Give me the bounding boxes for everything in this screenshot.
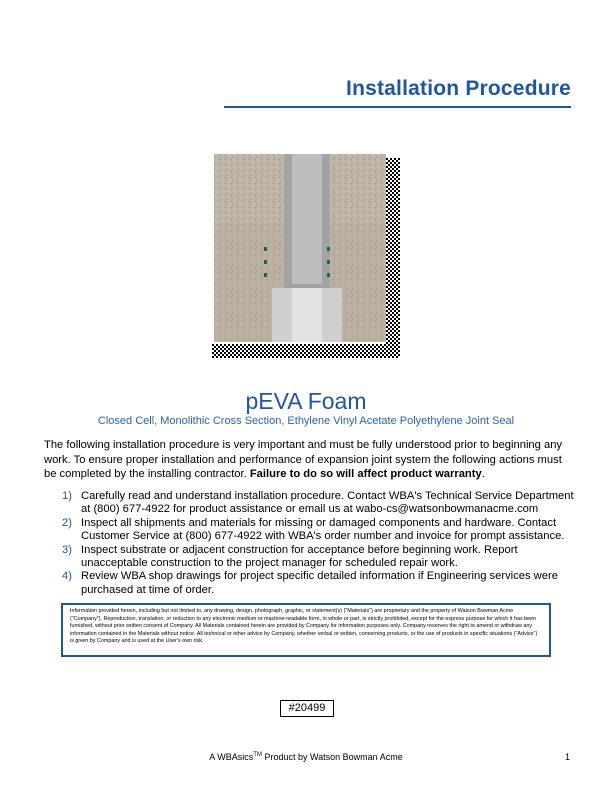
step-item — [44, 517, 584, 544]
step-number: 3) — [62, 543, 72, 556]
step-text: Inspect all shipments and materials for missing or damaged components and hardware. Contact Customer Service at (800) 677-4922 with WBA's order number and invoice for prompt assistance. — [81, 516, 565, 543]
disclaimer-box: Information provided herein, including but not limited to, any drawing, design, photograph, graphic, or statement(s) ("Materials") are proprietary and the property of Watson Bowman Acme ("Company"). Reproduction, translation, or reduction to any electronic medium or machine-readable form, in whole or part, is strictly prohibited, except for the express purpose for which it has been furnished, without prior written consent of Company. All Materials contained herein are provided by Company for information purposes only. Company reserves the right to amend or withdraw any information contained in the Materials without notice. All technical or other advice by Company, whether verbal or written, concerning products, or the use of products in specific situations ("Advice") is given by Company and is used at the User's own risk. — [61, 603, 551, 657]
intro-text: The following installation procedure is very important and must be fully understood prior to beginning any work. To ensure proper installation and performance of expansion joint system the following actions must be completed by the installing contractor. — [44, 439, 563, 480]
footer-suffix: Product by Watson Bowman Acme — [261, 752, 403, 762]
step-text: Carefully read and understand installation procedure. Contact WBA's Technical Service Department at (800) 677-4922 for product assistance or email us at wabo-cs@watsonbowmanacme.com — [81, 490, 574, 516]
footer-prefix: A WBAsics — [209, 752, 254, 762]
step-text: Review WBA shop drawings for project specific detailed information if Engineering services were purchased at time of order. — [81, 570, 558, 596]
step-text: Inspect substrate or adjacent construction for acceptance before beginning work. Report unacceptable construction to the project manager for scheduled repair work. — [81, 543, 518, 570]
document-number: #20499 — [280, 700, 334, 717]
step-item — [44, 570, 584, 597]
procedure-steps — [44, 490, 584, 597]
step-number: 1) — [62, 490, 72, 502]
joint-seal-illustration — [212, 152, 400, 358]
intro-end: . — [481, 468, 485, 480]
step-number: 4) — [62, 570, 72, 583]
product-name: pEVA Foam — [245, 388, 367, 414]
product-subtitle: Closed Cell, Monolithic Cross Section, Ethylene Vinyl Acetate Polyethylene Joint Seal — [97, 415, 515, 427]
page-number: 1 — [564, 752, 570, 762]
footer — [0, 752, 612, 762]
step-item — [44, 544, 584, 571]
trademark-mark: TM — [253, 752, 262, 758]
step-item — [44, 490, 584, 517]
intro-paragraph — [44, 438, 574, 482]
warranty-warning: Failure to do so will affect product warranty — [249, 468, 482, 480]
title-underline — [224, 106, 571, 108]
page-title: Installation Procedure — [346, 77, 571, 100]
step-number: 2) — [62, 516, 72, 529]
